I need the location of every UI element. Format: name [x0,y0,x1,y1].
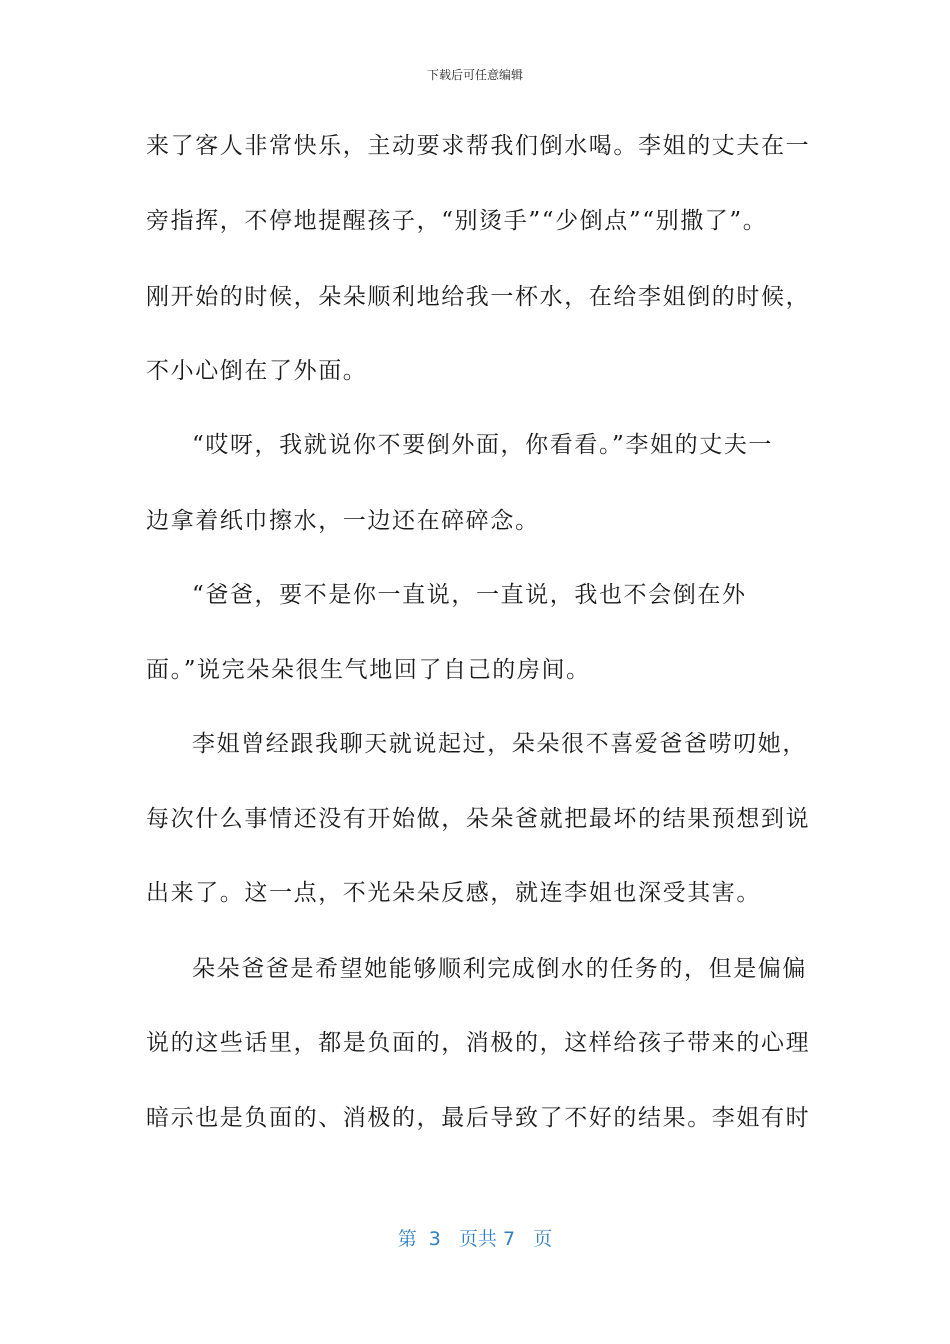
text-line: “哎呀，我就说你不要倒外面，你看看。”李姐的丈夫一 [192,432,774,458]
text-line: 边拿着纸巾擦水，一边还在碎碎念。 [146,508,540,534]
text-line: 李姐曾经跟我聊天就说起过，朵朵很不喜爱爸爸唠叨她， [192,731,807,757]
header-note: 下载后可任意编辑 [426,68,523,82]
text-line: 来了客人非常快乐，主动要求帮我们倒水喝。李姐的丈夫在一 [146,133,811,159]
text-line: 刚开始的时候，朵朵顺利地给我一杯水，在给李姐倒的时候， [146,284,811,310]
text-line: 朵朵爸爸是希望她能够顺利完成倒水的任务的，但是偏偏 [192,956,807,982]
text-line: 面。”说完朵朵很生气地回了自己的房间。 [146,657,591,683]
text-line: 旁指挥，不停地提醒孩子，“别烫手”“少倒点”“别撒了”。 [146,208,768,234]
text-line: 出来了。这一点，不光朵朵反感，就连李姐也深受其害。 [146,880,761,906]
page-number-footer: 第 3 页共 7 页 [397,1228,553,1250]
text-line: 每次什么事情还没有开始做，朵朵爸就把最坏的结果预想到说 [146,806,811,832]
text-line: 说的这些话里，都是负面的，消极的，这样给孩子带来的心理 [146,1030,811,1056]
text-line: 暗示也是负面的、消极的，最后导致了不好的结果。李姐有时 [146,1105,811,1131]
text-line: “爸爸，要不是你一直说，一直说，我也不会倒在外 [192,582,747,608]
text-line: 不小心倒在了外面。 [146,358,368,384]
